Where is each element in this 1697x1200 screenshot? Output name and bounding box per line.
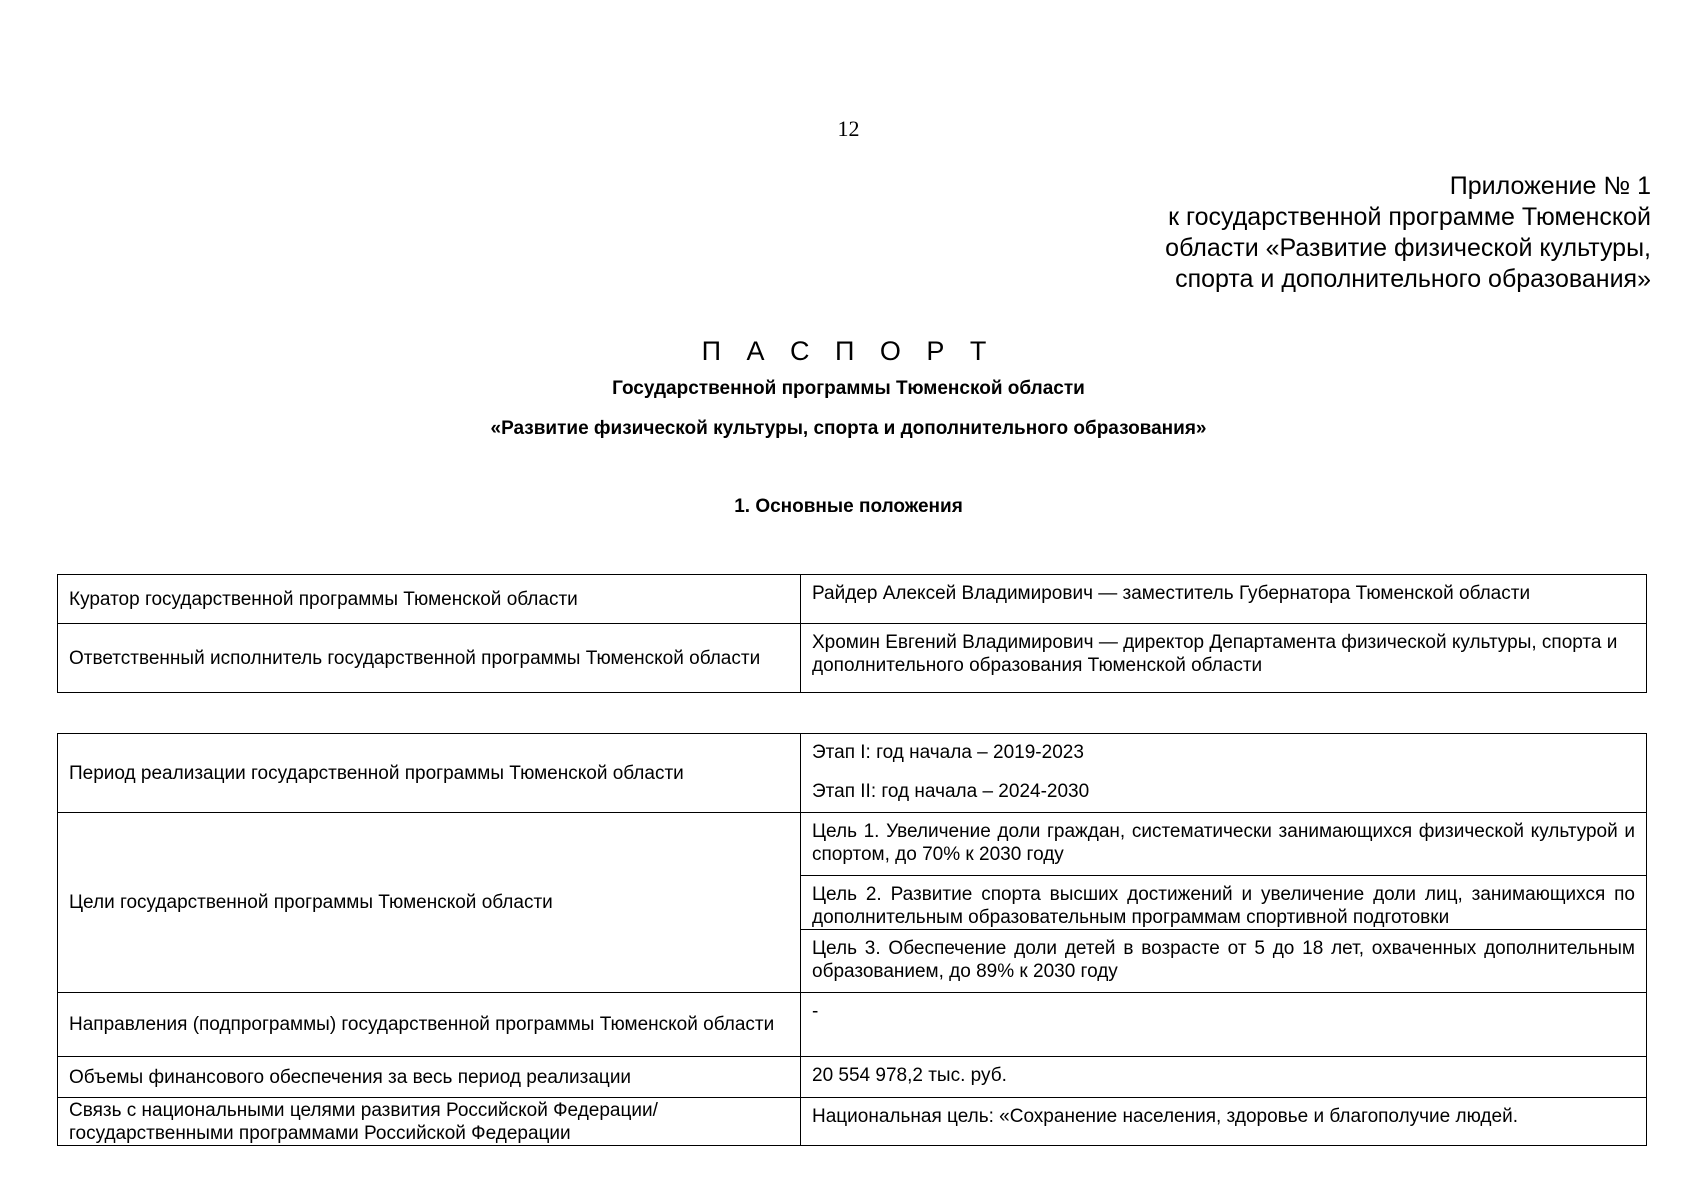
page-number: 12 bbox=[837, 116, 860, 141]
goal-3: Цель 3. Обеспечение доли детей в возрасте от 5 до 18 лет, охваченных дополнительным образованием, до 89% к 2030 году bbox=[801, 930, 1647, 993]
directions-label: Направления (подпрограммы) государственной программы Тюменской области bbox=[58, 993, 801, 1057]
curator-value: Райдер Алексей Владимирович — заместитель Губернатора Тюменской области bbox=[801, 575, 1647, 624]
appendix-line: области «Развитие физической культуры, bbox=[1165, 234, 1651, 262]
table-row bbox=[58, 575, 1647, 624]
executor-value: Хромин Евгений Владимирович — директор Департамента физической культуры, спорта и дополнительного образования Тюменской области bbox=[801, 624, 1647, 693]
appendix-line: Приложение № 1 bbox=[1449, 172, 1651, 200]
table-row bbox=[58, 993, 1647, 1057]
program-name: «Развитие физической культуры, спорта и дополнительного образования» bbox=[490, 418, 1207, 439]
section-heading: 1. Основные положения bbox=[734, 496, 963, 517]
main-provisions-table bbox=[57, 574, 1647, 693]
appendix-line: к государственной программе Тюменской bbox=[1168, 203, 1651, 231]
national-goals-value: Национальная цель: «Сохранение населения, здоровье и благополучие людей. bbox=[801, 1098, 1647, 1146]
goal-2: Цель 2. Развитие спорта высших достижений и увеличение доли лиц, занимающихся по дополнительным образовательным программам спортивной подготовки bbox=[801, 876, 1647, 930]
table-row bbox=[58, 734, 1647, 813]
program-details-table bbox=[57, 733, 1647, 1146]
appendix-line: спорта и дополнительного образования» bbox=[1175, 265, 1651, 293]
period-label: Период реализации государственной программы Тюменской области bbox=[58, 734, 801, 813]
stage-1: Этап I: год начала – 2019-2023 bbox=[812, 742, 1084, 763]
funding-value: 20 554 978,2 тыс. руб. bbox=[801, 1057, 1647, 1098]
funding-label: Объемы финансового обеспечения за весь период реализации bbox=[58, 1057, 801, 1098]
table-row bbox=[58, 1057, 1647, 1098]
period-value bbox=[801, 734, 1647, 813]
executor-label: Ответственный исполнитель государственной программы Тюменской области bbox=[58, 624, 801, 693]
directions-value: - bbox=[801, 993, 1647, 1057]
passport-title: П А С П О Р Т bbox=[701, 336, 996, 366]
curator-label: Куратор государственной программы Тюменской области bbox=[58, 575, 801, 624]
goal-1: Цель 1. Увеличение доли граждан, систематически занимающихся физической культурой и спортом, до 70% к 2030 году bbox=[801, 813, 1647, 876]
table-row bbox=[58, 1098, 1647, 1146]
table-row bbox=[58, 624, 1647, 693]
program-subtitle: Государственной программы Тюменской области bbox=[612, 378, 1085, 399]
appendix-block bbox=[1031, 171, 1651, 295]
table-row bbox=[58, 813, 1647, 876]
national-goals-label: Связь с национальными целями развития Российской Федерации/ государственными программами Российской Федерации bbox=[58, 1098, 801, 1146]
stage-2: Этап II: год начала – 2024-2030 bbox=[812, 781, 1090, 802]
goals-label: Цели государственной программы Тюменской области bbox=[58, 813, 801, 993]
